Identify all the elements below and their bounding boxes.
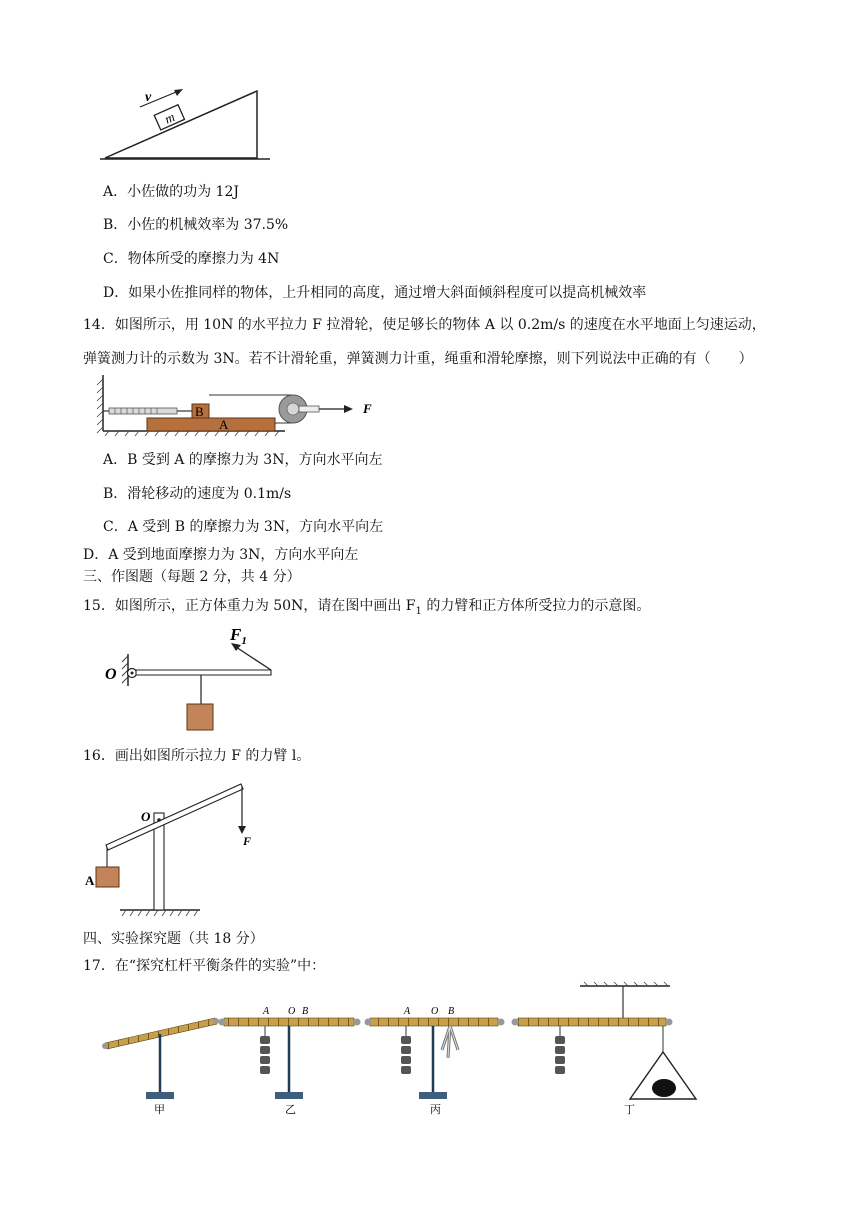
lever-a-force-label: F <box>243 834 252 848</box>
block-b-label: B <box>195 404 204 419</box>
label-ding: 丁 <box>624 1104 635 1116</box>
label-yi: 乙 <box>285 1104 296 1116</box>
q14-stem-line2: 弹簧测力计的示数为 3N。若不计滑轮重，弹簧测力计重，绳重和滑轮摩擦，则下列说法中正确的有（ ） <box>83 351 753 367</box>
q17-stem: 17．在“探究杠杆平衡条件的实验”中： <box>83 958 326 974</box>
section4-heading: 四、实验探究题（共 18 分） <box>83 931 264 947</box>
setup-bing <box>365 1006 505 1116</box>
q13-option-a: A．小佐做的功为 12J <box>103 184 239 200</box>
incline-figure <box>95 85 275 165</box>
lever-a-block-label: A <box>85 873 95 888</box>
yi-label-a: A <box>263 1006 270 1017</box>
velocity-label: v <box>145 90 152 105</box>
lever-f1-pivot-label: O <box>105 666 117 683</box>
q14-option-d: D．A 受到地面摩擦力为 3N，方向水平向左 <box>83 547 359 563</box>
pulley-figure <box>95 373 395 439</box>
lever-experiment-figure <box>98 982 708 1117</box>
q13-option-b: B．小佐的机械效率为 37.5% <box>103 217 289 233</box>
q15-stem-pre: 15．如图所示，正方体重力为 50N，请在图中画出 F <box>83 598 416 614</box>
lever-f1-figure <box>95 620 285 735</box>
bing-label-b: B <box>448 1006 455 1017</box>
q14-stem-line1: 14．如图所示，用 10N 的水平拉力 F 拉滑轮，使足够长的物体 A 以 0.2m/s 的速度在水平地面上匀速运动， <box>83 317 766 333</box>
yi-label-o: O <box>288 1006 296 1017</box>
label-bing: 丙 <box>430 1104 441 1116</box>
setup-yi <box>219 1006 361 1116</box>
q13-option-c: C．物体所受的摩擦力为 4N <box>103 251 280 267</box>
q14-option-a: A．B 受到 A 的摩擦力为 3N，方向水平向左 <box>103 452 383 468</box>
q14-option-c: C．A 受到 B 的摩擦力为 3N，方向水平向左 <box>103 519 384 535</box>
lever-a-pivot-label: O <box>141 809 151 824</box>
lever-a-figure <box>80 775 270 920</box>
q14-option-b: B．滑轮移动的速度为 0.1m/s <box>103 486 292 502</box>
q13-option-d: D．如果小佐推同样的物体，上升相同的高度，通过增大斜面倾斜程度可以提高机械效率 <box>103 285 647 301</box>
lever-f1-force-label: $F_1$ <box>230 625 247 647</box>
q16-stem: 16．画出如图所示拉力 F 的力臂 l。 <box>83 748 311 764</box>
q15-stem <box>83 597 650 621</box>
label-jia: 甲 <box>154 1104 165 1116</box>
setup-jia <box>102 1018 219 1116</box>
q15-stem-sub: 1 <box>415 605 422 617</box>
bing-label-a: A <box>404 1006 411 1017</box>
pulley-force-label: F <box>363 401 372 416</box>
bing-label-o: O <box>431 1006 439 1017</box>
yi-label-b: B <box>302 1006 309 1017</box>
mass-label: m <box>162 109 177 127</box>
q15-stem-post: 的力臂和正方体所受拉力的示意图。 <box>421 598 651 614</box>
section3-heading: 三、作图题（每题 2 分，共 4 分） <box>83 569 301 585</box>
setup-ding <box>512 982 697 1116</box>
block-a-label: A <box>219 417 229 432</box>
